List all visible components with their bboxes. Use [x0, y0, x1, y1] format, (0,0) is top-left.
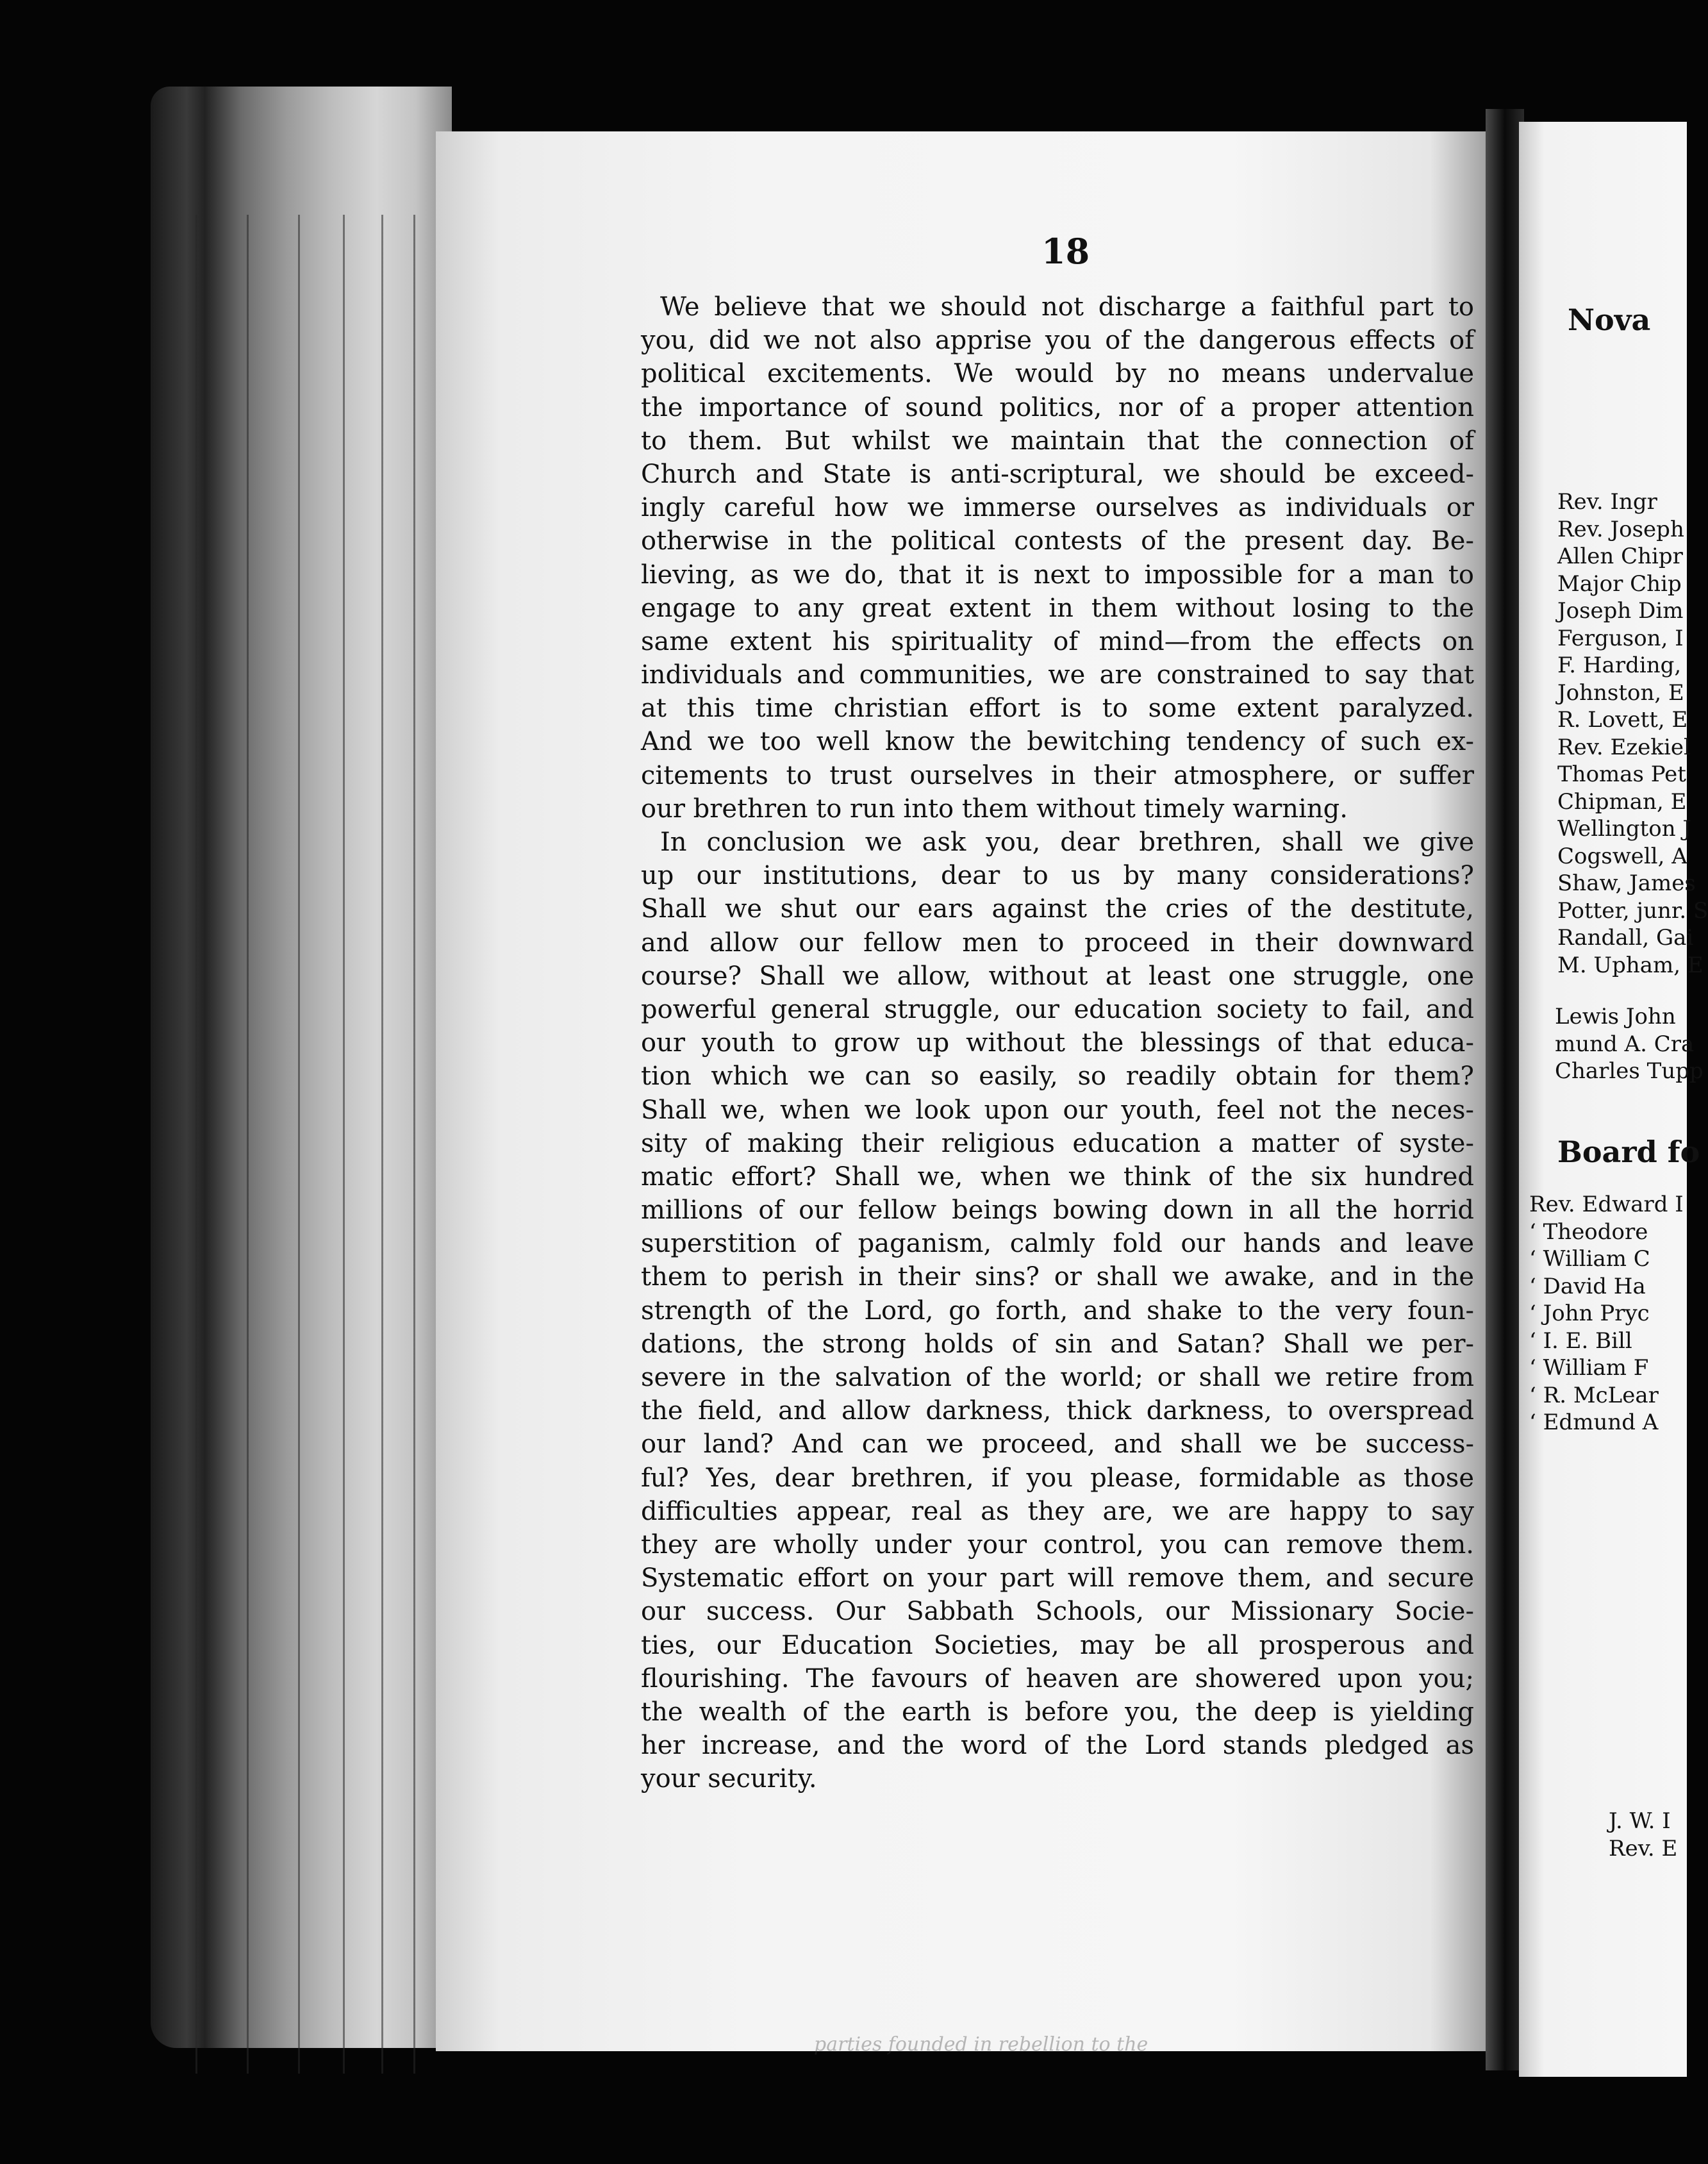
book-fore-edge — [151, 87, 452, 2048]
list-item: Cogswell, A — [1557, 843, 1687, 869]
text-line: the wealth of the earth is before you, the deep is yielding — [641, 1697, 1474, 1727]
text-line: same extent his spirituality of mind—from the effects on — [641, 626, 1474, 656]
text-line: the field, and allow darkness, thick darkness, to overspread — [641, 1396, 1474, 1426]
list-item: Major Chip — [1557, 570, 1682, 597]
list-item: F. Harding, — [1557, 653, 1682, 678]
list-item: Rev. Ingr — [1557, 489, 1657, 515]
list-item: Johnston, E — [1557, 679, 1684, 706]
text-line: her increase, and the word of the Lord stands pledged as — [641, 1731, 1474, 1761]
secretary-list — [1609, 1808, 1677, 1862]
list-item: ‘ I. E. Bill — [1529, 1328, 1632, 1354]
text-line: individuals and communities, we are constrained to say that — [641, 660, 1474, 690]
text-line: tion which we can so easily, so readily obtain for them? — [641, 1061, 1474, 1092]
officer-list — [1557, 488, 1708, 979]
text-line: otherwise in the political contests of the present day. Be- — [641, 526, 1474, 556]
list-item: Charles Tupp — [1555, 1058, 1704, 1084]
list-item: Shaw, James — [1557, 870, 1696, 896]
text-line: our success. Our Sabbath Schools, our Missionary Socie- — [641, 1597, 1474, 1627]
text-line: our youth to grow up without the blessings of that educa- — [641, 1028, 1474, 1058]
text-line: strength of the Lord, go forth, and shake to the very foun- — [641, 1295, 1474, 1326]
bleed-through-text: parties founded in rebellion to the — [814, 2033, 1148, 2056]
list-item: ‘ Theodore — [1529, 1219, 1648, 1245]
text-line: up our institutions, dear to us by many considerations? — [641, 861, 1474, 891]
page-number: 18 — [1041, 231, 1090, 272]
text-line: citements to trust ourselves in their atmosphere, or suffer — [641, 760, 1474, 790]
page-edge-line — [247, 215, 249, 2074]
page-edge-line — [298, 215, 300, 2074]
list-item: Rev. Ezekiel — [1557, 734, 1691, 760]
list-item: Rev. Joseph — [1557, 516, 1684, 542]
text-line: Shall we shut our ears against the cries of the destitute, — [641, 894, 1474, 924]
text-line: sity of making their religious education a matter of syste- — [641, 1128, 1474, 1158]
text-line: ties, our Education Societies, may be all prosperous and — [641, 1630, 1474, 1660]
text-line: Systematic effort on your part will remove them, and secure — [641, 1563, 1474, 1594]
list-item: Chipman, E — [1557, 788, 1687, 815]
text-line: Church and State is anti-scriptural, we should be exceed- — [641, 459, 1474, 489]
right-page — [1519, 122, 1708, 2077]
text-line: your security. — [641, 1764, 817, 1794]
text-line: our brethren to run into them without timely warning. — [641, 794, 1348, 824]
text-line: and allow our fellow men to proceed in their downward — [641, 928, 1474, 958]
list-item: Randall, Gai — [1557, 925, 1694, 951]
list-item: ‘ Edmund A — [1529, 1410, 1659, 1435]
page-edge-line — [195, 215, 197, 2074]
list-item: Thomas Pet — [1557, 762, 1686, 787]
text-line: at this time christian effort is to some extent paralyzed. — [641, 694, 1474, 724]
text-line: course? Shall we allow, without at least one struggle, one — [641, 961, 1474, 991]
text-line: them to perish in their sins? or shall we awake, and in the — [641, 1262, 1474, 1292]
list-item: ‘ David Ha — [1529, 1273, 1646, 1299]
list-item: ‘ John Pryc — [1529, 1301, 1650, 1326]
page-edge-line — [343, 215, 345, 2074]
list-item: Allen Chipr — [1557, 544, 1683, 569]
body-text — [641, 290, 1474, 1795]
list-item: M. Upham, E — [1557, 952, 1704, 978]
text-line: powerful general struggle, our education society to fail, and — [641, 994, 1474, 1024]
text-line: ful? Yes, dear brethren, if you please, formidable as those — [641, 1463, 1474, 1493]
list-item: Potter, junr. S — [1557, 897, 1708, 924]
list-item: Rev. Edward I — [1529, 1192, 1684, 1217]
list-item: Ferguson, I — [1557, 625, 1684, 651]
text-line: superstition of paganism, calmly fold our hands and leave — [641, 1229, 1474, 1259]
text-line: flourishing. The favours of heaven are showered upon you; — [641, 1663, 1474, 1694]
list-item: mund A. Cra — [1555, 1031, 1695, 1057]
text-line: they are wholly under your control, you can remove them. — [641, 1529, 1474, 1560]
list-item: ‘ William C — [1529, 1246, 1650, 1272]
board-list — [1529, 1191, 1684, 1436]
book-gutter — [1486, 109, 1524, 2070]
text-line: you, did we not also apprise you of the dangerous effects of — [641, 326, 1474, 356]
text-line: matic effort? Shall we, when we think of the six hundred — [641, 1161, 1474, 1192]
text-line: And we too well know the bewitching tendency of such ex- — [641, 727, 1474, 757]
text-line: to them. But whilst we maintain that the connection of — [641, 426, 1474, 456]
text-line: difficulties appear, real as they are, we are happy to say — [641, 1496, 1474, 1526]
text-line: We believe that we should not discharge a faithful part to — [660, 292, 1474, 322]
page-edge-line — [381, 215, 383, 2074]
list-item: ‘ R. McLear — [1529, 1382, 1659, 1408]
text-line: engage to any great extent in them without losing to the — [641, 593, 1474, 623]
text-line: dations, the strong holds of sin and Satan? Shall we per- — [641, 1329, 1474, 1359]
list-item: ‘ William F — [1529, 1355, 1649, 1381]
text-line: millions of our fellow beings bowing down in all the horrid — [641, 1195, 1474, 1226]
text-line: ingly careful how we immerse ourselves as individuals or — [641, 493, 1474, 523]
text-line: severe in the salvation of the world; or shall we retire from — [641, 1363, 1474, 1392]
text-line: our land? And can we proceed, and shall we be success- — [641, 1429, 1474, 1460]
text-line: political excitements. We would by no means undervalue — [641, 359, 1474, 389]
list-item: Lewis John — [1555, 1004, 1676, 1029]
list-item: Rev. E — [1609, 1835, 1678, 1861]
text-line: lieving, as we do, that it is next to impossible for a man to — [641, 560, 1474, 590]
list-item: R. Lovett, E — [1557, 707, 1688, 733]
committee-list — [1555, 1003, 1704, 1085]
text-line: In conclusion we ask you, dear brethren, shall we give — [660, 828, 1474, 857]
page-edge-line — [413, 215, 415, 2074]
list-item: J. W. I — [1609, 1808, 1671, 1834]
text-line: the importance of sound politics, nor of a proper attention — [641, 392, 1474, 422]
right-page-heading: Nova — [1568, 303, 1651, 337]
board-heading: Board fo — [1557, 1135, 1700, 1169]
text-line: Shall we, when we look upon our youth, feel not the neces- — [641, 1095, 1474, 1125]
list-item: Joseph Dim — [1557, 598, 1684, 624]
list-item: Wellington J — [1557, 816, 1692, 842]
